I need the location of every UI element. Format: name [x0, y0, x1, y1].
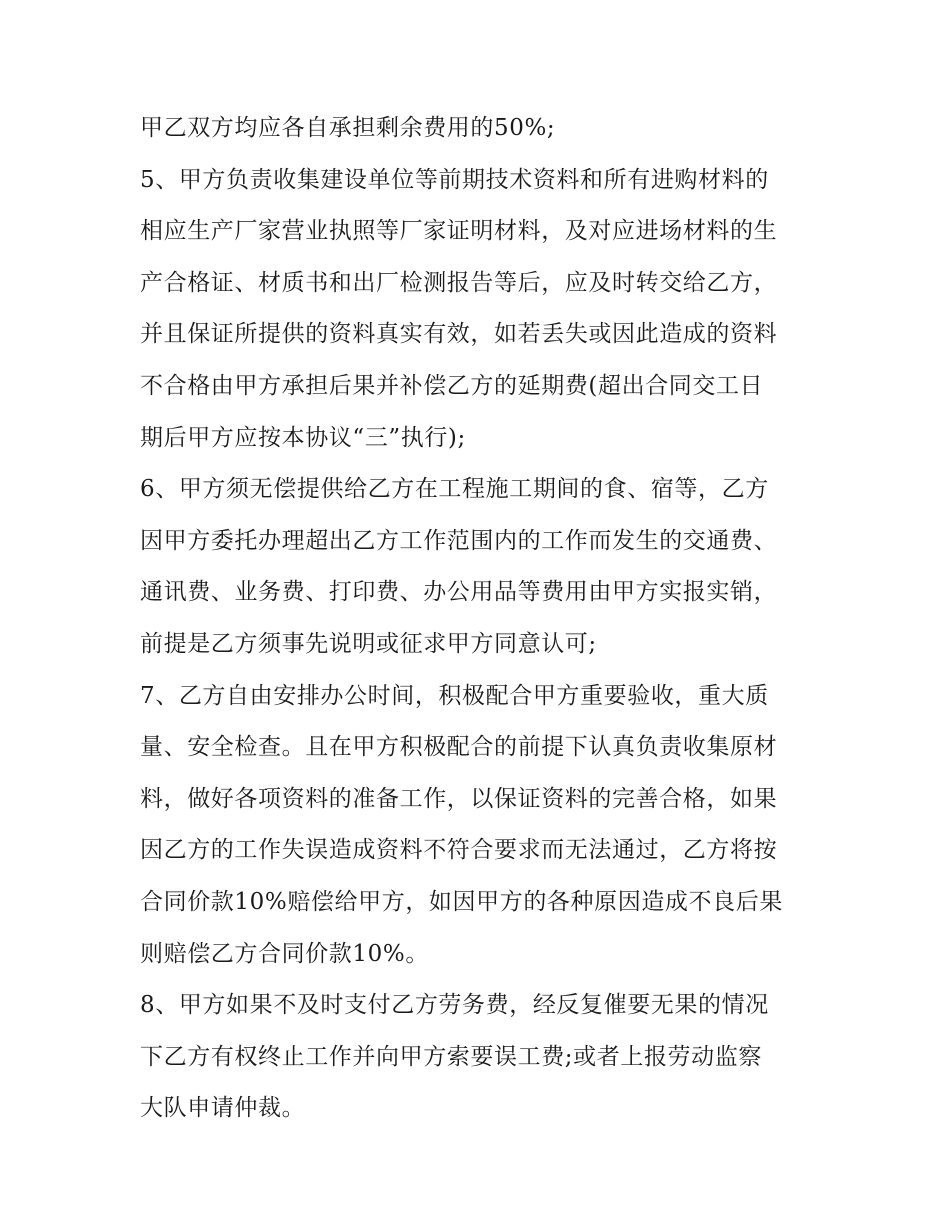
text-line: 并且保证所提供的资料真实有效，如若丢失或因此造成的资料 — [140, 321, 778, 348]
text-line: 7、乙方自由安排办公时间，积极配合甲方重要验收，重大质 — [140, 682, 769, 709]
text-line: 量、安全检查。且在甲方积极配合的前提下认真负责收集原材 — [140, 734, 778, 761]
text-line: 下乙方有权终止工作并向甲方索要误工费;或者上报劳动监察 — [140, 1043, 762, 1070]
text-line: 5、甲方负责收集建设单位等前期技术资料和所有进购材料的 — [140, 166, 769, 193]
text-line: 通讯费、业务费、打印费、办公用品等费用由甲方实报实销， — [140, 579, 778, 606]
text-line: 料，做好各项资料的准备工作，以保证资料的完善合格，如果 — [140, 785, 778, 812]
text-line: 产合格证、材质书和出厂检测报告等后，应及时转交给乙方， — [140, 269, 778, 296]
document-body — [140, 103, 830, 1135]
text-line: 不合格由甲方承担后果并补偿乙方的延期费(超出合同交工日 — [140, 372, 764, 399]
text-line: 则赔偿乙方合同价款10%。 — [140, 940, 429, 967]
text-line: 前提是乙方须事先说明或征求甲方同意认可; — [140, 630, 597, 657]
text-line: 6、甲方须无偿提供给乙方在工程施工期间的食、宿等，乙方 — [140, 476, 769, 503]
text-line: 相应生产厂家营业执照等厂家证明材料，及对应进场材料的生 — [140, 218, 778, 245]
text-line: 甲乙双方均应各自承担剩余费用的50%; — [140, 115, 556, 141]
text-line: 因乙方的工作失误造成资料不符合要求而无法通过，乙方将按 — [140, 837, 778, 864]
text-line: 8、甲方如果不及时支付乙方劳务费，经反复催要无果的情况 — [140, 992, 769, 1019]
text-line: 合同价款10%赔偿给甲方，如因甲方的各种原因造成不良后果 — [140, 888, 783, 915]
text-line: 因甲方委托办理超出乙方工作范围内的工作而发生的交通费、 — [140, 527, 778, 554]
text-line: 期后甲方应按本协议“三”执行); — [140, 424, 466, 451]
text-line: 大队申请仲裁。 — [140, 1095, 306, 1122]
